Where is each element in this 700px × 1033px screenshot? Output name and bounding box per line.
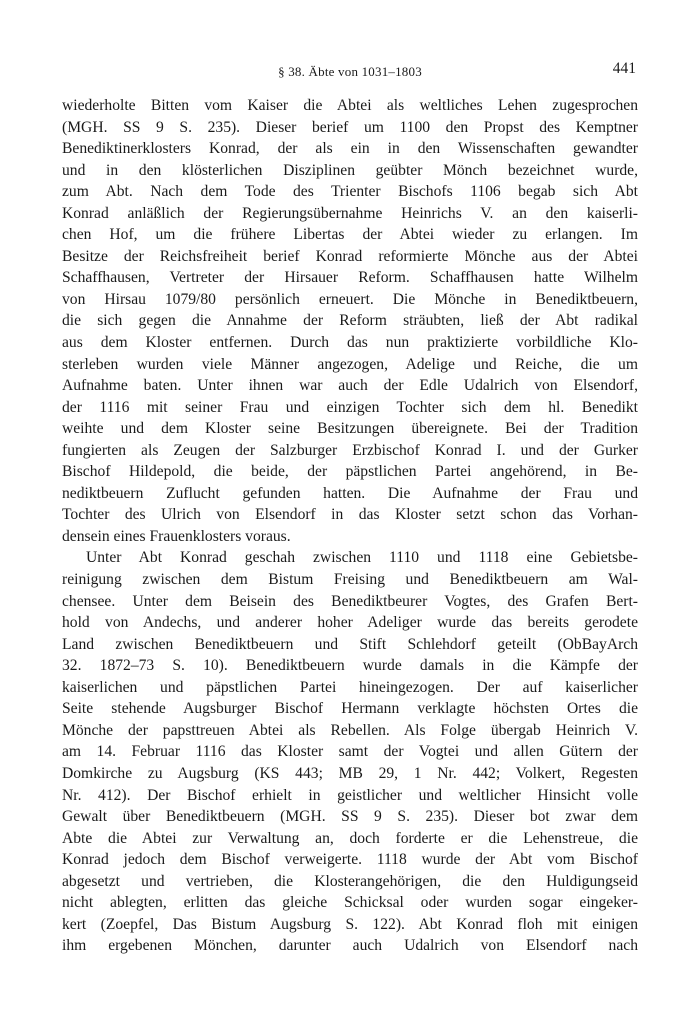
text-line: Konrad jedoch dem Bischof verweigerte. 1118 wurde der Abt vom Bischof <box>62 851 638 869</box>
text-line: Domkirche zu Augsburg (KS 443; MB 29, 1 Nr. 442; Volkert, Regesten <box>62 764 638 782</box>
text-line: von Hirsau 1079/80 persönlich erneuert. Die Mönche in Benediktbeuern, <box>62 290 638 308</box>
text-line: Besitze der Reichsfreiheit berief Konrad reformierte Mönche aus der Abtei <box>62 247 638 265</box>
paragraph-end-line: densein eines Frauenklosters voraus. <box>62 527 291 545</box>
body-text <box>62 95 638 957</box>
text-line: Bischof Hildepold, die beide, der päpstlichen Partei angehörend, in Be- <box>62 463 638 481</box>
text-line: Schaffhausen, Vertreter der Hirsauer Reform. Schaffhausen hatte Wilhelm <box>62 269 638 287</box>
text-line: kert (Zoepfel, Das Bistum Augsburg S. 122). Abt Konrad floh mit einigen <box>62 915 638 933</box>
text-line: chen Hof, um die frühere Libertas der Abtei wieder zu erlangen. Im <box>62 226 638 244</box>
text-line: Tochter des Ulrich von Elsendorf in das Kloster setzt schon das Vorhan- <box>62 506 638 524</box>
text-line: ihm ergebenen Mönchen, darunter auch Udalrich von Elsendorf nach <box>62 937 638 955</box>
text-line: der 1116 mit seiner Frau und einzigen Tochter sich dem hl. Benedikt <box>62 398 638 416</box>
text-line: Gewalt über Benediktbeuern (MGH. SS 9 S. 235). Dieser bot zwar dem <box>62 808 638 826</box>
text-line: am 14. Februar 1116 das Kloster samt der Vogtei und allen Gütern der <box>62 743 638 761</box>
paragraph-start-line: Unter Abt Konrad geschah zwischen 1110 und 1118 eine Gebietsbe- <box>86 549 638 567</box>
text-line: fungierten als Zeugen der Salzburger Erzbischof Konrad I. und der Gurker <box>62 441 638 459</box>
text-line: Seite stehende Augsburger Bischof Hermann verklagte höchsten Ortes die <box>62 700 638 718</box>
text-line: sterleben wurden viele Männer angezogen, Adelige und Reiche, die um <box>62 355 638 373</box>
text-line: kaiserlichen und päpstlichen Partei hineingezogen. Der auf kaiserlicher <box>62 678 638 696</box>
running-head <box>62 60 638 82</box>
text-line: Abte die Abtei zur Verwaltung an, doch forderte er die Lehenstreue, die <box>62 829 638 847</box>
text-line: die sich gegen die Annahme der Reform sträubten, ließ der Abt radikal <box>62 312 638 330</box>
text-line: (MGH. SS 9 S. 235). Dieser berief um 1100 den Propst des Kemptner <box>62 118 638 136</box>
text-line: Aufnahme baten. Unter ihnen war auch der Edle Udalrich von Elsendorf, <box>62 377 638 395</box>
text-line: Mönche der papsttreuen Abtei als Rebellen. Als Folge übergab Heinrich V. <box>62 721 638 739</box>
page-number: 441 <box>612 60 636 77</box>
text-line: aus dem Kloster entfernen. Durch das nun praktizierte vorbildliche Klo- <box>62 334 638 352</box>
text-line: 32. 1872–73 S. 10). Benediktbeuern wurde damals in die Kämpfe der <box>62 657 638 675</box>
text-line: nediktbeuern Zuflucht gefunden hatten. Die Aufnahme der Frau und <box>62 484 638 502</box>
text-line: Nr. 412). Der Bischof erhielt in geistlicher und weltlicher Hinsicht volle <box>62 786 638 804</box>
running-title: § 38. Äbte von 1031–1803 <box>278 64 422 79</box>
text-line: und in den klösterlichen Disziplinen geübter Mönch bezeichnet wurde, <box>62 161 638 179</box>
text-line: abgesetzt und vertrieben, die Klosterangehörigen, die den Huldigungseid <box>62 872 638 890</box>
text-line: Konrad anläßlich der Regierungsübernahme Heinrichs V. an den kaiserli- <box>62 204 638 222</box>
text-line: chensee. Unter dem Beisein des Benediktbeurer Vogtes, des Grafen Bert- <box>62 592 638 610</box>
text-line: Land zwischen Benediktbeuern und Stift Schlehdorf geteilt (ObBayArch <box>62 635 638 653</box>
text-line: reinigung zwischen dem Bistum Freising und Benediktbeuern am Wal- <box>62 571 638 589</box>
text-line: Benediktinerklosters Konrad, der als ein in den Wissenschaften gewandter <box>62 140 638 158</box>
text-line: nicht ablegten, erlitten das gleiche Schicksal oder wurden sogar eingeker- <box>62 894 638 912</box>
text-line: weihte und dem Kloster seine Besitzungen übereignete. Bei der Tradition <box>62 420 638 438</box>
text-line: wiederholte Bitten vom Kaiser die Abtei als weltliches Lehen zugesprochen <box>62 97 638 114</box>
text-line: hold von Andechs, und anderer hoher Adeliger wurde das bereits gerodete <box>62 614 638 632</box>
text-line: zum Abt. Nach dem Tode des Trienter Bischofs 1106 begab sich Abt <box>62 183 638 201</box>
